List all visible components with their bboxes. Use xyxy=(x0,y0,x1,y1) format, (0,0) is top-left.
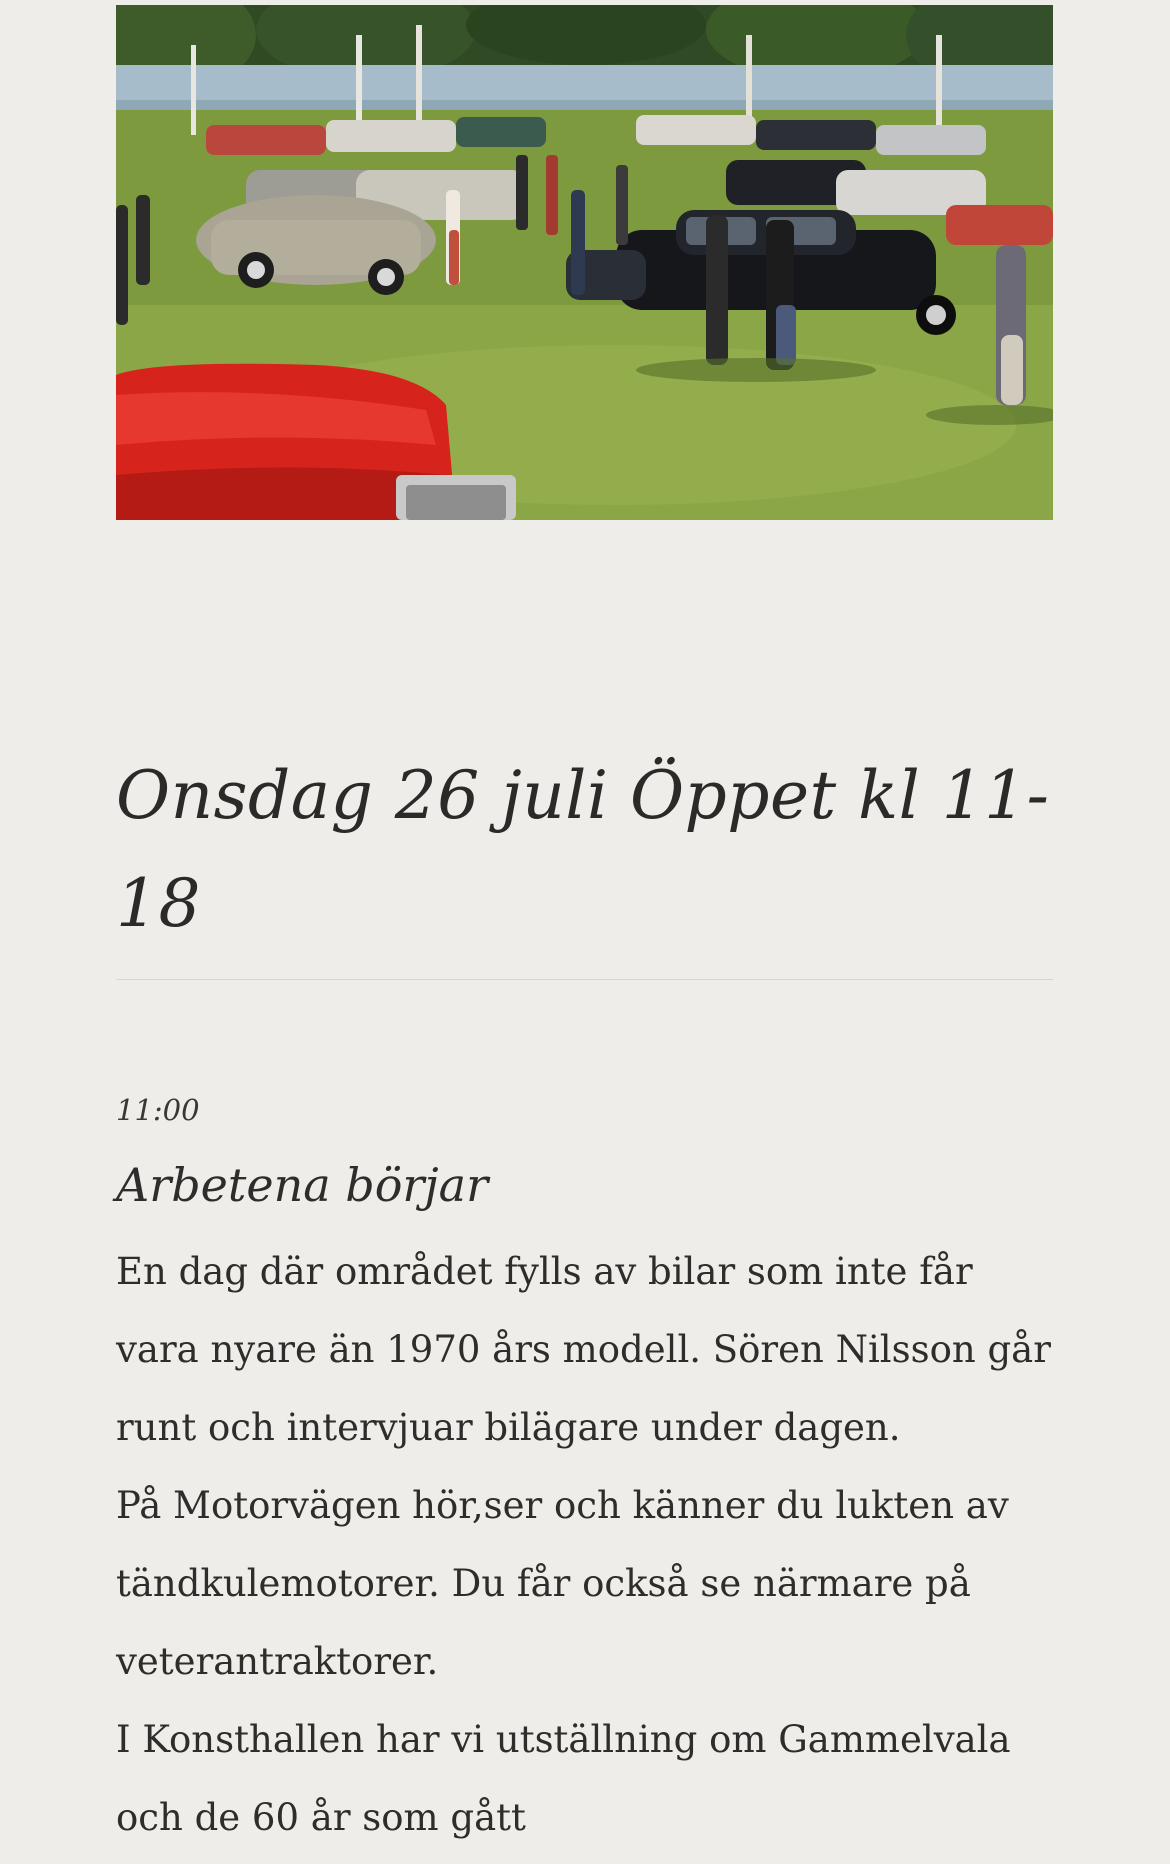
schedule-item-title: Arbetena börjar xyxy=(116,1158,489,1212)
divider xyxy=(116,979,1053,980)
event-title: Onsdag 26 juli Öppet kl 11-18 xyxy=(116,757,1050,942)
schedule-item-description: En dag där området fylls av bilar som inte får vara nyare än 1970 års modell. Sören Nilsson går runt och intervjuar bilägare under dagen. På Motorvägen hör,ser och känner du lukten av tändkulemotorer. Du får också se närmare på veterantraktorer. I Konsthallen har vi utställning om Gammelvala och de 60 år som gått xyxy=(116,1250,1051,1839)
hero-image xyxy=(116,5,1053,520)
classic-car-meet-photo xyxy=(116,5,1053,520)
schedule-item-time: 11:00 xyxy=(116,1093,200,1127)
